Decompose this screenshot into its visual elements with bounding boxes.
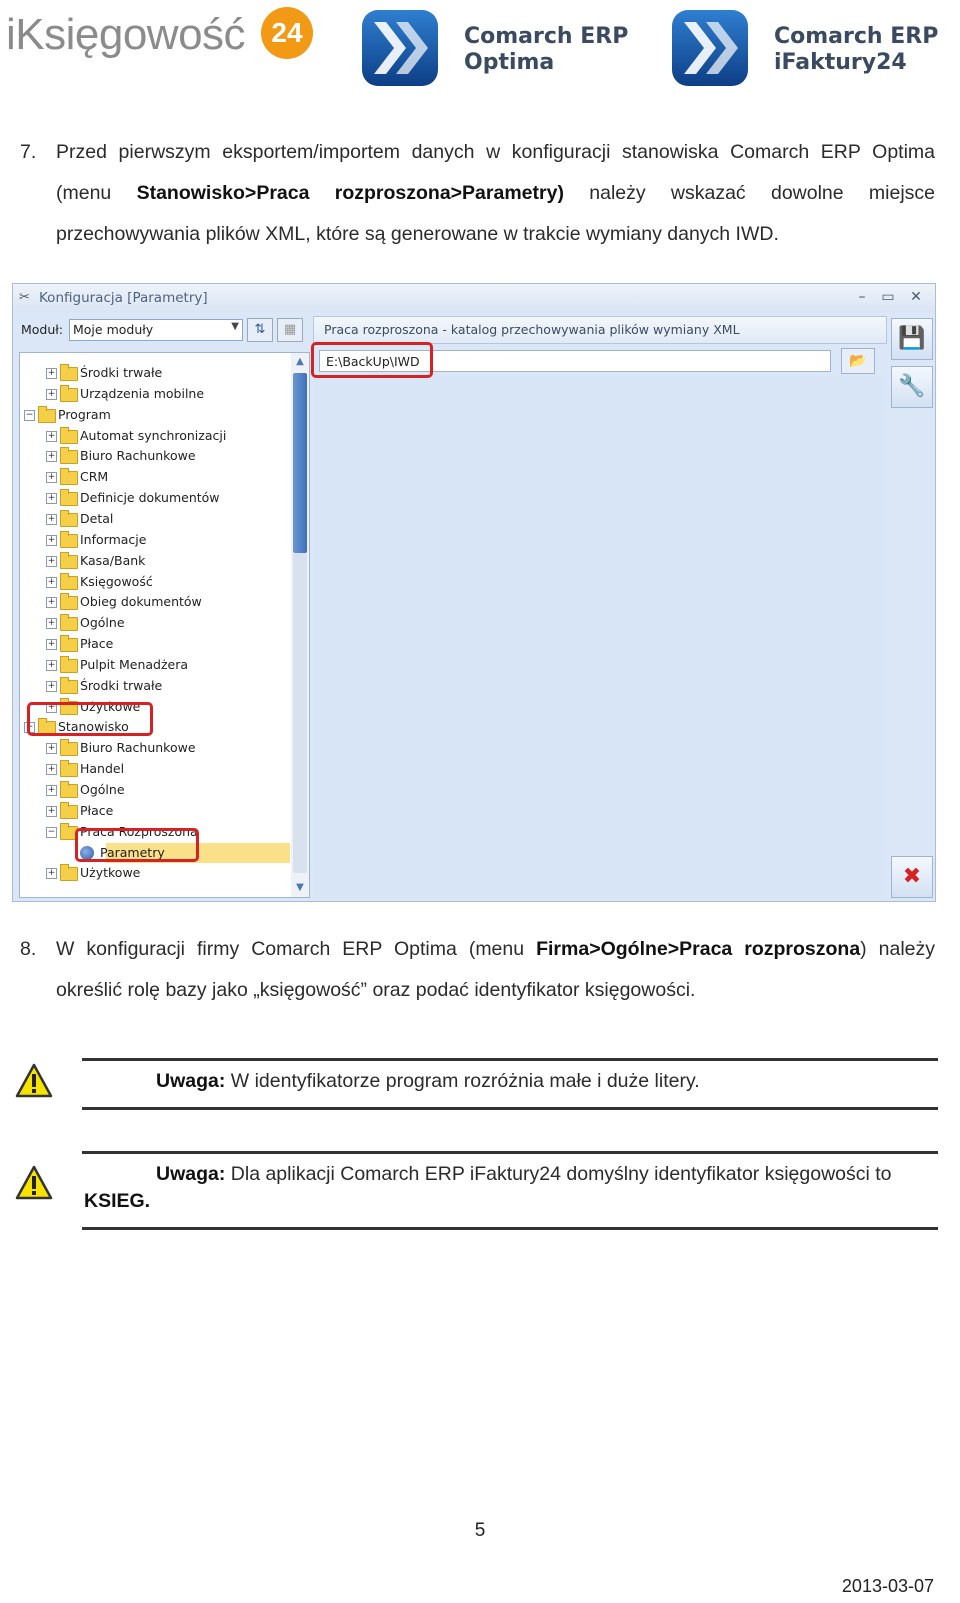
tree-item[interactable] [20,405,290,425]
tree-item-label: Księgowość [80,573,153,589]
tree-item-label: Kasa/Bank [80,552,146,568]
step-7-menu-path: Stanowisko>Praca rozproszona>Parametry) [136,182,564,204]
tree-item[interactable] [20,676,290,696]
expand-icon[interactable]: + [47,597,56,608]
browse-folder-button[interactable] [841,348,875,374]
chevron-down-icon: ▼ [231,321,239,332]
tools-icon: ✂ [19,290,30,305]
tree-item[interactable] [20,738,290,758]
cancel-button[interactable] [891,856,933,898]
tree-tool-icon: ⇅ [254,322,266,337]
panel-header [313,316,887,344]
expand-icon[interactable]: + [47,659,56,670]
footer-date: 2013-03-07 [841,1576,934,1596]
collapse-icon[interactable]: − [47,826,56,837]
expand-icon[interactable]: + [47,451,56,462]
tree-item[interactable] [20,384,290,404]
tree-item-label: CRM [80,469,109,485]
warning-icon [14,1062,54,1100]
tree-item-label: Środki trwałe [80,677,163,693]
folder-icon [60,763,78,777]
note-2-text: Dla aplikacji Comarch ERP iFaktury24 domyślny identyfikator księgowości to [230,1163,892,1185]
folder-icon [60,784,78,798]
expand-icon[interactable]: + [47,785,56,795]
note-1-label: Uwaga: [156,1070,226,1092]
scroll-down-icon[interactable]: ▼ [296,882,304,893]
collapse-icon[interactable]: − [25,722,34,733]
expand-icon[interactable]: + [47,555,56,566]
settings-tree[interactable] [19,352,293,898]
tree-item[interactable] [20,551,290,571]
xml-path-value: E:\BackUp\IWD [326,354,420,369]
tree-item[interactable] [20,488,290,508]
module-row [19,316,309,344]
stanowisko-highlight [27,702,153,736]
save-button[interactable] [891,318,933,360]
panel-title: Praca rozproszona - katalog przechowywania plików wymiany XML [324,322,740,337]
panel-body [313,376,885,896]
note-1 [156,1070,700,1093]
page-number: 5 [474,1520,486,1541]
minimize-button[interactable]: – [858,289,866,305]
note-2 [156,1163,892,1186]
close-button[interactable]: ✕ [910,289,922,305]
tree-item-label: Biuro Rachunkowe [80,448,196,464]
folder-icon [60,596,78,610]
expand-icon[interactable]: + [47,388,56,399]
tree-item-label: Detal [80,510,114,526]
tree-item-label: Płace [80,636,114,652]
expand-icon[interactable]: + [47,534,56,545]
tree-item[interactable] [20,530,290,550]
warning-icon [14,1164,54,1202]
tree-scrollbar[interactable] [291,352,310,898]
left-pane [19,316,309,896]
tree-item-label: Użytkowe [80,698,141,714]
wrench-icon: 🔧 [898,374,926,399]
folder-icon [60,367,78,381]
tree-item[interactable] [20,613,290,633]
module-select-value: Moje moduły [73,322,154,337]
scroll-track[interactable] [293,553,307,873]
module-label: Moduł: [21,322,64,337]
note-1-bottom-rule [82,1107,938,1110]
logo2-line1: Comarch ERP [464,24,629,49]
tree-item[interactable] [20,509,290,529]
edit-button[interactable] [891,366,933,408]
expand-icon[interactable]: + [47,472,56,483]
tree-item[interactable] [20,780,290,800]
note-2-label: Uwaga: [156,1163,226,1185]
parametry-highlight [75,828,199,862]
tree-item-label: Ogólne [80,615,125,631]
tree-item[interactable] [20,634,290,654]
tree-item-label: Urządzenia mobilne [80,385,205,401]
step-8-paragraph [20,929,935,1011]
tree-item-label: Użytkowe [80,865,141,881]
scroll-thumb[interactable] [293,373,307,553]
folder-icon [60,388,78,402]
scroll-up-icon[interactable]: ▲ [296,356,304,367]
logo3-line2: iFaktury24 [774,50,907,75]
note-1-text: W identyfikatorze program rozróżnia małe i duże litery. [230,1070,700,1092]
folder-icon [60,492,78,506]
expand-icon[interactable]: + [47,868,56,879]
tree-item[interactable] [20,863,290,883]
tree-item[interactable] [20,592,290,612]
configuration-window [12,283,936,902]
step-8-line-1-pre: W konfiguracji firmy Comarch ERP Optima (menu [56,938,525,960]
step-7-line-1: Przed pierwszym eksportem/importem danych w konfiguracji stanowiska Comarch ERP Optima [56,141,935,163]
tree-item-label: Stanowisko [58,719,129,735]
tree-item-label: Obieg dokumentów [80,594,202,610]
tree-item[interactable] [20,363,290,383]
tree-item[interactable] [20,572,290,592]
folder-icon [60,576,78,590]
iksiegowosc-logo [6,4,316,64]
path-highlight [311,342,433,378]
step-7-line-2 [56,173,935,214]
expand-icon[interactable]: + [47,430,56,441]
iksiegowosc-logo-text: iKsięgowość [6,10,246,59]
tree-item-label: Ogólne [80,782,125,797]
tree-item[interactable] [20,759,290,779]
note-2-tail-text: KSIEG. [84,1190,151,1212]
tree-item-label: Parametry [100,844,165,860]
folder-icon [38,409,56,423]
step-7-line-2-post: należy wskazać dowolne miejsce [589,182,935,204]
window-titlebar [13,284,935,312]
folder-icon [60,867,78,881]
folder-icon: 📂 [849,353,867,369]
folder-icon [60,680,78,694]
cancel-x-icon: ✖ [902,864,922,889]
comarch-logo-icon [360,8,440,88]
tree-item-label: Praca Rozproszona [80,823,198,839]
expand-icon[interactable]: + [47,513,56,524]
expand-icon[interactable]: + [47,368,56,378]
logo2-line2: Optima [464,50,555,75]
tree-item-label: Informacje [80,531,147,547]
folder-icon [60,742,78,756]
tree-item-label: Środki trwałe [80,365,163,380]
tree-item-label: Definicje dokumentów [80,490,220,506]
tree-item[interactable] [20,467,290,487]
save-icon: 💾 [898,326,926,351]
logo3-line1: Comarch ERP [774,24,939,49]
folder-icon [60,659,78,673]
tree-item[interactable] [20,801,290,821]
tree-item-label: Biuro Rachunkowe [80,740,196,756]
step-8-number: 8. [20,938,37,960]
note-2-top-rule [82,1151,938,1154]
step-7-number: 7. [20,141,37,163]
module-select[interactable] [69,319,243,341]
right-pane [313,316,885,896]
folder-icon [60,805,78,819]
note-1-top-rule [82,1058,938,1061]
comarch-optima-logo [360,8,640,88]
note-2-tail [84,1190,150,1213]
tree-disabled-button[interactable] [277,318,303,342]
expand-icon[interactable]: + [47,639,56,650]
folder-icon [60,471,78,485]
step-7-line-3: przechowywania plików XML, które są generowane w trakcie wymiany danych IWD. [56,223,779,245]
tree-item[interactable] [20,426,290,446]
step-8-line-1 [56,929,935,970]
tree-item[interactable] [20,655,290,675]
tree-item-label: Handel [80,761,125,777]
tree-item-label: Automat synchronizacji [80,427,227,443]
step-8-menu-path: Firma>Ogólne>Praca rozproszona [536,938,861,960]
tree-item-label: Płace [80,802,114,818]
folder-icon [60,450,78,464]
folder-icon [60,617,78,631]
folder-icon [60,513,78,527]
tree-item[interactable] [20,446,290,466]
tree-tool-button[interactable] [247,318,273,342]
expand-icon[interactable]: + [47,701,56,712]
collapse-icon[interactable]: − [25,409,34,420]
window-title: Konfiguracja [Parametry] [39,290,208,306]
comarch-ifaktury-logo [670,8,950,88]
note-2-bottom-rule [82,1227,938,1230]
comarch-logo-icon [670,8,750,88]
step-7-paragraph [20,132,935,255]
expand-icon[interactable]: + [47,493,56,504]
expand-icon[interactable]: + [47,618,56,629]
maximize-button[interactable]: ▭ [881,289,895,305]
tree-item-label: Program [58,406,111,422]
expand-icon[interactable]: + [47,764,56,775]
expand-icon[interactable]: + [47,680,56,691]
iksiegowosc-logo-badge: 24 [261,7,313,59]
step-8-line-1-post: ) należy [860,938,936,960]
folder-icon [60,555,78,569]
folder-icon [60,638,78,652]
expand-icon[interactable]: + [47,743,56,754]
step-7-line-2-pre: (menu [56,182,112,204]
folder-icon [60,534,78,548]
folder-icon [60,430,78,444]
step-8-line-2: określić rolę bazy jako „księgowość” oraz podać identyfikator księgowości. [56,979,696,1001]
grid-icon: ▦ [283,322,297,337]
tree-item-label: Pulpit Menadżera [80,656,189,672]
expand-icon[interactable]: + [47,805,56,816]
expand-icon[interactable]: + [47,576,56,587]
